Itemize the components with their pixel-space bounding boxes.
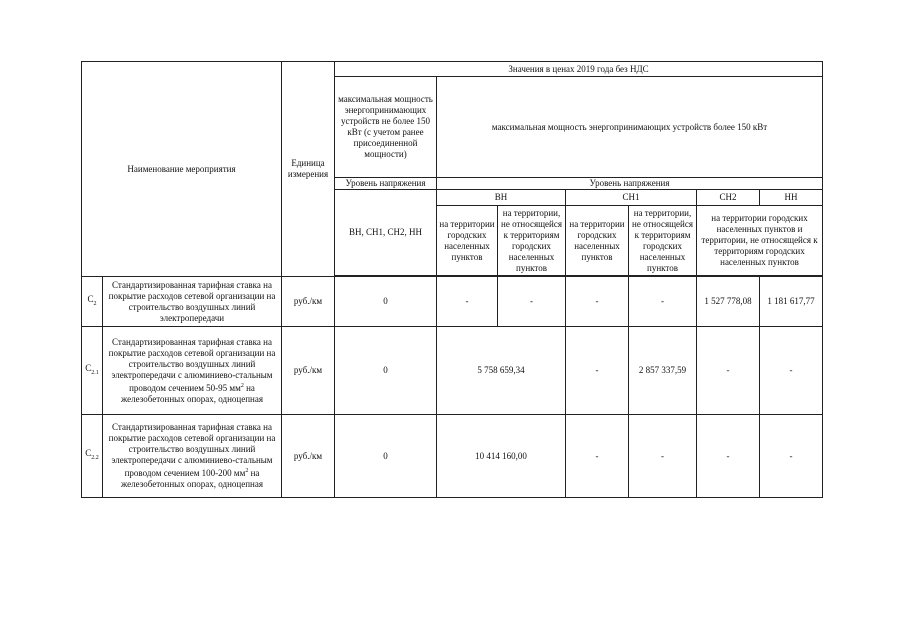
header-vn-city: на территории городских населенных пунктов — [437, 206, 498, 276]
header-sn2: СН2 — [697, 190, 760, 206]
cell-vn-city: - — [437, 277, 498, 327]
cell-sn2: - — [697, 415, 760, 498]
header-nn: НН — [760, 190, 823, 206]
header-unit-column: Единица измерения — [282, 62, 335, 277]
row-code: $С_2$ — [82, 277, 103, 327]
cell-sn1-other: - — [629, 415, 697, 498]
table-row — [82, 327, 823, 415]
header-prices-title: Значения в ценах 2019 года без НДС — [335, 62, 823, 77]
header-vn-other: на территории, не относящейся к территориям городских населенных пунктов — [498, 206, 566, 276]
row-name: Стандартизированная тарифная ставка на покрытие расходов сетевой организации на строительство воздушных линий электропередачи с алюминиево-стальным проводом сечением 50-95 $мм^2$ на железобетонных опорах, одноцепная — [103, 327, 282, 415]
row-unit: руб./км — [282, 327, 335, 415]
cell-nn: - — [760, 415, 823, 498]
cell-vn: 5 758 659,34 — [437, 327, 566, 415]
cell-sn1-city: - — [566, 327, 629, 415]
header-sn1: СН1 — [566, 190, 697, 206]
table-row — [82, 415, 823, 498]
cell-vn: 10 414 160,00 — [437, 415, 566, 498]
header-vn: ВН — [437, 190, 566, 206]
cell-sn2: - — [697, 327, 760, 415]
header-max-power-gt150: максимальная мощность энергопринимающих устройств более 150 кВт — [437, 77, 823, 178]
cell-sn2: 1 527 778,08 — [697, 277, 760, 327]
header-all-voltage-levels: ВН, СН1, СН2, НН — [335, 190, 437, 276]
row-code: $С_{2.2}$ — [82, 415, 103, 498]
table-row — [82, 277, 823, 327]
header-sn1-other: на территории, не относящейся к территориям городских населенных пунктов — [629, 206, 697, 276]
row-name: Стандартизированная тарифная ставка на покрытие расходов сетевой организации на строительство воздушных линий электропередачи — [103, 277, 282, 327]
row-code: $С_{2.1}$ — [82, 327, 103, 415]
cell-sn1-other: 2 857 337,59 — [629, 327, 697, 415]
header-sn2-nn-territory: на территории городских населенных пунктов и территории, не относящейся к территориям городских населенных пунктов — [697, 206, 823, 276]
cell-sn1-city: - — [566, 277, 629, 327]
header-voltage-level-right: Уровень напряжения — [437, 178, 823, 190]
header-sn1-city: на территории городских населенных пунктов — [566, 206, 629, 276]
cell-le150: 0 — [335, 327, 437, 415]
header-name-column: Наименование мероприятия — [82, 62, 282, 277]
cell-le150: 0 — [335, 277, 437, 327]
cell-le150: 0 — [335, 415, 437, 498]
cell-nn: - — [760, 327, 823, 415]
cell-sn1-other: - — [629, 277, 697, 327]
row-unit: руб./км — [282, 277, 335, 327]
row-unit: руб./км — [282, 415, 335, 498]
header-voltage-level-left: Уровень напряжения — [335, 178, 437, 190]
cell-nn: 1 181 617,77 — [760, 277, 823, 327]
row-name: Стандартизированная тарифная ставка на покрытие расходов сетевой организации на строительство воздушных линий электропередачи с алюминиево-стальным проводом сечением 100-200 $мм^2$ на железобетонных опорах, одноцепная — [103, 415, 282, 498]
header-max-power-le150: максимальная мощность энергопринимающих устройств не более 150 кВт (с учетом ранее присоединенной мощности) — [335, 77, 437, 178]
cell-sn1-city: - — [566, 415, 629, 498]
tariff-table — [81, 61, 823, 498]
cell-vn-other: - — [498, 277, 566, 327]
